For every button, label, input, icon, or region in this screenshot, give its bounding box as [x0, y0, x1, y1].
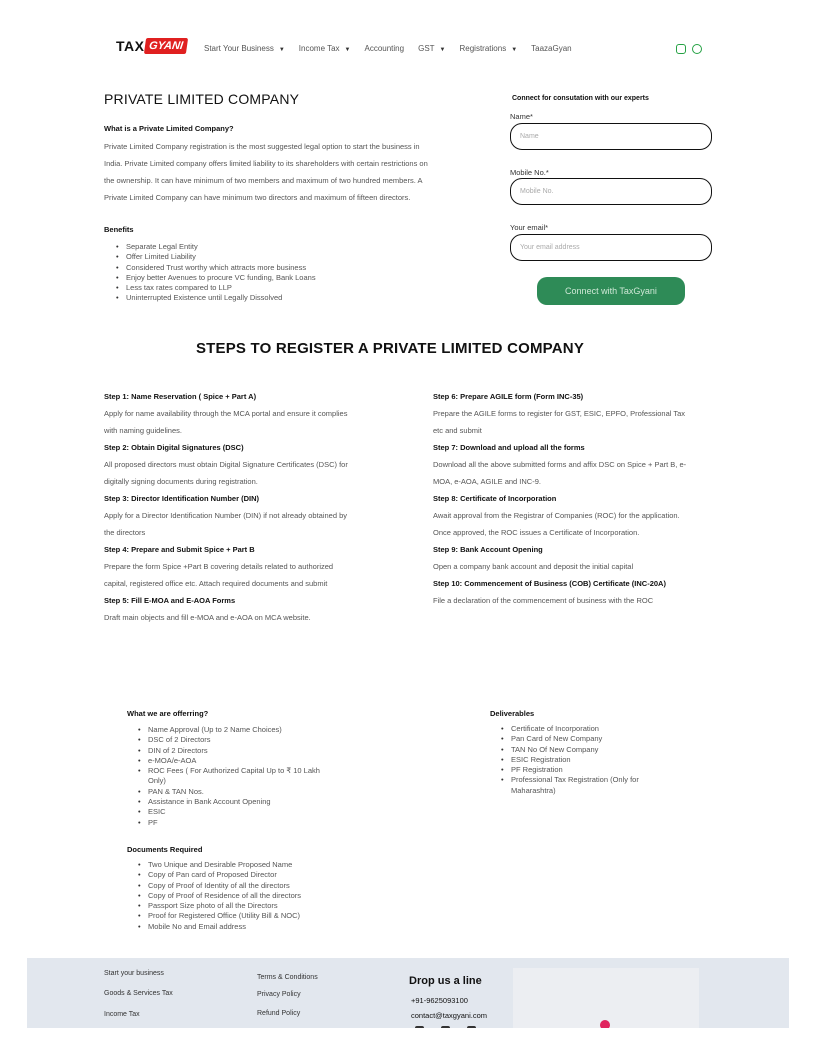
steps-title: STEPS TO REGISTER A PRIVATE LIMITED COMPANY: [195, 340, 585, 357]
footer-link-business[interactable]: Start your business: [104, 970, 164, 977]
nav-item-taazagyan[interactable]: [531, 44, 571, 53]
mobile-label: Mobile No.*: [510, 168, 549, 177]
logo-tax: TAX: [116, 38, 145, 54]
step-heading: Step 10: Commencement of Business (COB) Certificate (INC-20A): [433, 579, 666, 588]
step-heading: Step 4: Prepare and Submit Spice + Part B: [104, 545, 255, 554]
steps-left-column: [104, 388, 356, 651]
drop-line-title: Drop us a line: [409, 975, 482, 987]
offering-list: [138, 725, 338, 828]
deliverables-title: Deliverables: [490, 709, 535, 718]
facebook-icon[interactable]: [415, 1026, 424, 1028]
offering-title: What we are offerring?: [127, 709, 209, 718]
offering-item: • DSC of 2 Directors: [138, 735, 338, 745]
social-links: [676, 44, 702, 54]
email-input[interactable]: Your email address: [510, 234, 712, 261]
step-heading: Step 5: Fill E-MOA and E-AOA Forms: [104, 596, 236, 605]
document-item: • Mobile No and Email address: [138, 922, 358, 932]
offering-item: • PF: [138, 818, 338, 828]
nav-label: TaazaGyan: [531, 44, 572, 53]
nav-item-start-your-business[interactable]: [204, 44, 285, 53]
step-description: Apply for a Director Identification Number (DIN) if not already obtained by the directors: [104, 511, 348, 537]
deliverable-item: • TAN No Of New Company: [501, 745, 681, 755]
footer-link-gst[interactable]: Goods & Services Tax: [104, 990, 173, 997]
footer-email[interactable]: contact@taxgyani.com: [411, 1011, 487, 1020]
footer-link-refund[interactable]: Refund Policy: [257, 1010, 301, 1017]
step-description: Open a company bank account and deposit the initial capital: [433, 562, 634, 571]
nav-label: GST: [418, 44, 435, 53]
benefit-item: • Less tax rates compared to LLP: [116, 283, 406, 293]
documents-title: Documents Required: [127, 845, 203, 854]
step-description: All proposed directors must obtain Digital Signature Certificates (DSC) for digitally signing documents during registration.: [104, 460, 348, 486]
step-heading: Step 7: Download and upload all the forms: [433, 443, 585, 452]
step-description: Prepare the AGILE forms to register for GST, ESIC, EPFO, Professional Tax etc and submit: [433, 409, 686, 435]
nav-item-income-tax[interactable]: [299, 44, 351, 53]
main-nav: [204, 44, 586, 53]
footer-link-privacy[interactable]: Privacy Policy: [257, 991, 301, 998]
mobile-input[interactable]: Mobile No.: [510, 178, 712, 205]
offering-item: • ESIC: [138, 807, 338, 817]
benefits-title: Benefits: [104, 225, 134, 234]
offering-item: • Name Approval (Up to 2 Name Choices): [138, 725, 338, 735]
step-description: Apply for name availability through the MCA portal and ensure it complies with naming guidelines.: [104, 409, 348, 435]
benefit-item: • Separate Legal Entity: [116, 242, 406, 252]
benefit-item: • Enjoy better Avenues to procure VC funding, Bank Loans: [116, 273, 406, 283]
intro-text: Private Limited Company registration is the most suggested legal option to start the business in India. Private Limited company offers limited liability to its shareholders with certain restrictions on the ownership. It can have minimum of two members and maximum of two hundred members. A Private Limited Company can have minimum two directors and maximum of fifteen directors.: [104, 142, 428, 202]
deliverables-list: [501, 724, 681, 796]
deliverable-item: • PF Registration: [501, 765, 681, 775]
step-description: File a declaration of the commencement of business with the ROC: [433, 596, 654, 605]
map[interactable]: [513, 968, 699, 1028]
benefit-item: • Considered Trust worthy which attracts more business: [116, 263, 406, 273]
nav-label: Start Your Business: [204, 44, 274, 53]
caret-down-icon: ▼: [278, 47, 285, 53]
offering-item: • PAN & TAN Nos.: [138, 787, 338, 797]
caret-down-icon: ▼: [439, 47, 446, 53]
document-item: • Two Unique and Desirable Proposed Name: [138, 860, 358, 870]
connect-button[interactable]: Connect with TaxGyani: [537, 277, 685, 305]
deliverable-item: • Pan Card of New Company: [501, 734, 681, 744]
footer-link-income-tax[interactable]: Income Tax: [104, 1011, 140, 1018]
footer-phone[interactable]: +91-9625093100: [411, 996, 468, 1005]
nav-label: Income Tax: [298, 44, 340, 53]
offering-item: • ROC Fees ( For Authorized Capital Up to ₹ 10 Lakh Only): [138, 766, 338, 787]
footer-link-terms[interactable]: Terms & Conditions: [257, 974, 318, 981]
map-pin-icon: [600, 1020, 610, 1028]
document-item: • Passport Size photo of all the Directors: [138, 901, 358, 911]
email-label: Your email*: [510, 223, 549, 232]
deliverable-item: • Certificate of Incorporation: [501, 724, 681, 734]
nav-item-registrations[interactable]: [460, 44, 518, 53]
footer-social-icons: [415, 1026, 476, 1028]
instagram-icon[interactable]: [676, 44, 686, 54]
step-heading: Step 1: Name Reservation ( Spice + Part A): [104, 392, 257, 401]
offering-item: • DIN of 2 Directors: [138, 746, 338, 756]
step-description: Await approval from the Registrar of Companies (ROC) for the application. Once approved, the ROC issues a Certificate of Incorporation.: [433, 511, 680, 537]
caret-down-icon: ▼: [344, 47, 351, 53]
caret-down-icon: ▼: [511, 47, 518, 53]
footer: [27, 958, 789, 1028]
documents-list: [138, 860, 358, 932]
logo[interactable]: [116, 38, 188, 54]
twitter-icon[interactable]: [441, 1026, 450, 1028]
document-item: • Copy of Proof of Residence of all the directors: [138, 891, 358, 901]
intro-question: What is a Private Limited Company?: [104, 124, 234, 133]
benefit-item: • Uninterrupted Existence until Legally Dissolved: [116, 293, 406, 303]
document-item: • Copy of Pan card of Proposed Director: [138, 870, 358, 880]
step-description: Draft main objects and fill e-MOA and e-AOA on MCA website.: [104, 613, 311, 622]
form-title: Connect for consutation with our experts: [512, 95, 649, 102]
step-heading: Step 9: Bank Account Opening: [433, 545, 543, 554]
benefit-item: • Offer Limited Liability: [116, 252, 406, 262]
step-description: Download all the above submitted forms and affix DSC on Spice + Part B, e-MOA, e-AOA, AGILE and INC-9.: [433, 460, 687, 486]
benefits-list: [116, 242, 406, 304]
deliverable-item: • ESIC Registration: [501, 755, 681, 765]
step-heading: Step 6: Prepare AGILE form (Form INC-35): [433, 392, 584, 401]
steps-right-column: [433, 388, 687, 651]
nav-label: Accounting: [364, 44, 405, 53]
step-heading: Step 3: Director Identification Number (DIN): [104, 494, 260, 503]
step-description: Prepare the form Spice +Part B covering details related to authorized capital, registered office etc. Attach required documents and submit: [104, 562, 334, 588]
step-heading: Step 2: Obtain Digital Signatures (DSC): [104, 443, 244, 452]
document-item: • Proof for Registered Office (Utility Bill & NOC): [138, 911, 358, 921]
deliverable-item: • Professional Tax Registration (Only for Maharashtra): [501, 775, 681, 796]
name-input[interactable]: Name: [510, 123, 712, 150]
step-heading: Step 8: Certificate of Incorporation: [433, 494, 557, 503]
document-item: • Copy of Proof of Identity of all the directors: [138, 881, 358, 891]
linkedin-icon[interactable]: [467, 1026, 476, 1028]
page-title: PRIVATE LIMITED COMPANY: [104, 91, 300, 107]
whatsapp-icon[interactable]: [692, 44, 702, 54]
nav-item-gst[interactable]: [418, 44, 445, 53]
nav-label: Registrations: [459, 44, 507, 53]
name-label: Name*: [510, 112, 533, 121]
logo-gyani: GYANI: [144, 38, 188, 54]
offering-item: • Assistance in Bank Account Opening: [138, 797, 338, 807]
nav-item-accounting[interactable]: [365, 44, 405, 53]
offering-item: • e-MOA/e-AOA: [138, 756, 338, 766]
